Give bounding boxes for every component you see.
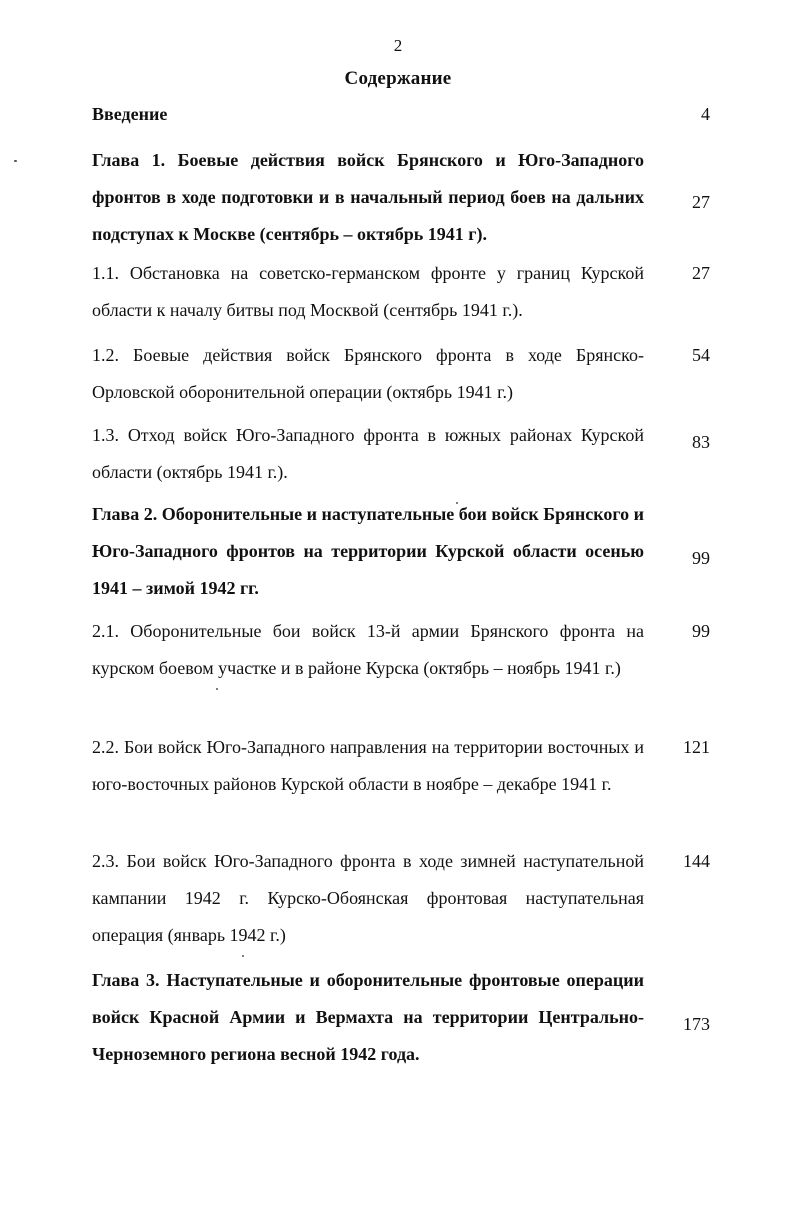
scan-speck: [242, 955, 244, 957]
toc-entry-chapter-3-text: Глава 3. Наступательные и оборонительные фронтовые операции войск Красной Армии и Вермахта на территории Центрально-Черноземного региона весной 1942 года.: [92, 970, 644, 1064]
toc-entry-chapter-1: [92, 142, 644, 253]
toc-entry-intro: [92, 96, 644, 133]
toc-title: Содержание: [344, 68, 452, 89]
toc-entry-section-2-3: [92, 843, 644, 954]
toc-entry-intro-text: Введение: [92, 104, 168, 124]
toc-entry-section-1-1: [92, 255, 644, 329]
toc-entry-chapter-3: [92, 962, 644, 1073]
toc-entry-section-2-2-page: 121: [683, 737, 710, 757]
toc-entry-section-1-1-page: 27: [692, 263, 710, 283]
scan-speck: [456, 502, 458, 504]
scan-speck: [216, 688, 218, 690]
toc-entry-chapter-1-text: Глава 1. Боевые действия войск Брянского и Юго-Западного фронтов в ходе подготовки и в начальный период боев на дальних подступах к Москве (сентябрь – октябрь 1941 г).: [92, 150, 644, 244]
toc-entry-section-1-2: [92, 337, 644, 411]
toc-entry-section-2-1-page: 99: [692, 621, 710, 641]
toc-entry-chapter-2-page: 99: [692, 548, 710, 568]
toc-entry-section-1-1-text: 1.1. Обстановка на советско-германском фронте у границ Курской области к началу битвы под Москвой (сентябрь 1941 г.).: [92, 263, 644, 320]
toc-entry-section-1-2-text: 1.2. Боевые действия войск Брянского фронта в ходе Брянско-Орловской оборонительной операции (октябрь 1941 г.): [92, 345, 644, 402]
toc-entry-chapter-3-page: 173: [683, 1014, 710, 1034]
toc-entry-chapter-2: [92, 496, 644, 607]
scan-speck: [14, 160, 17, 162]
toc-entry-section-2-2: [92, 729, 644, 803]
toc-entry-intro-page: 4: [701, 104, 710, 124]
toc-entry-section-2-1: [92, 613, 644, 687]
toc-entry-section-2-1-text: 2.1. Оборонительные бои войск 13-й армии Брянского фронта на курском боевом участке и в районе Курска (октябрь – ноябрь 1941 г.): [92, 621, 644, 678]
toc-entry-chapter-1-page: 27: [692, 192, 710, 212]
toc-entry-section-2-3-text: 2.3. Бои войск Юго-Западного фронта в ходе зимней наступательной кампании 1942 г. Курско-Обоянская фронтовая наступательная операция (январь 1942 г.): [92, 851, 644, 945]
page-number: 2: [393, 36, 403, 55]
toc-entry-section-1-3-text: 1.3. Отход войск Юго-Западного фронта в южных районах Курской области (октябрь 1941 г.).: [92, 425, 644, 482]
toc-entry-section-2-3-page: 144: [683, 851, 710, 871]
toc-entry-section-1-2-page: 54: [692, 345, 710, 365]
toc-entry-chapter-2-text: Глава 2. Оборонительные и наступательные бои войск Брянского и Юго-Западного фронтов на территории Курской области осенью 1941 – зимой 1942 гг.: [92, 504, 644, 598]
toc-entry-section-2-2-text: 2.2. Бои войск Юго-Западного направления на территории восточных и юго-восточных районов Курской области в ноябре – декабре 1941 г.: [92, 737, 644, 794]
toc-entry-section-1-3: [92, 417, 644, 491]
toc-entry-section-1-3-page: 83: [692, 432, 710, 452]
